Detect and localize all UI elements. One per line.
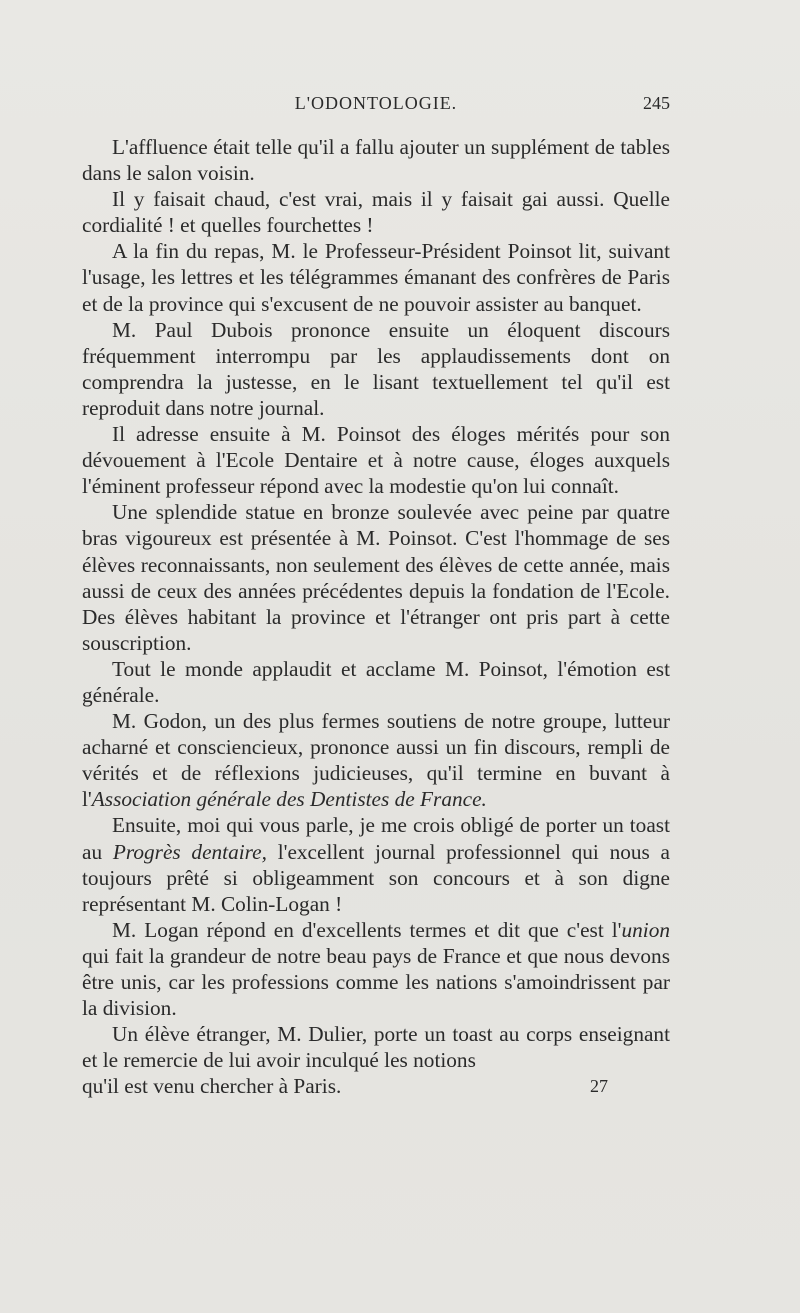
paragraph-text: qu'il est venu chercher à Paris.	[82, 1074, 342, 1099]
paragraph: Il adresse ensuite à M. Poinsot des éloges mérités pour son dévouement à l'Ecole Dentaire et à notre cause, éloges auxquels l'éminent professeur répond avec la modestie qu'on lui connaît.	[82, 422, 670, 499]
paragraph: Une splendide statue en bronze soulevée avec peine par quatre bras vigoureux est présentée à M. Poinsot. C'est l'hommage de ses élèves reconnaissants, non seulement des élèves de cette année, mais aussi de ceux des années précédentes depuis la fondation de l'Ecole. Des élèves habitant la province et l'étranger ont pris part à cette souscription.	[82, 500, 670, 655]
page-number: 245	[643, 93, 670, 113]
body-text	[82, 134, 670, 1099]
paragraph: Un élève étranger, M. Dulier, porte un toast au corps enseignant et le remercie de lui avoir inculqué les notions	[82, 1022, 670, 1073]
paragraph	[82, 812, 670, 916]
paragraph: Tout le monde applaudit et acclame M. Poinsot, l'émotion est générale.	[82, 656, 670, 707]
page-header	[82, 93, 670, 117]
paragraph-text: M. Godon, un des plus fermes soutiens de notre groupe, lutteur acharné et consciencieux, prononce aussi un fin discours, rempli de vérités et de réflexions judicieuses, qu'il termine en buvant à l'	[82, 709, 670, 812]
italic-text: Progrès dentaire,	[112, 839, 267, 864]
paragraph-text: qui fait la grandeur de notre beau pays de France et que nous devons être unis, car les professions comme les nations s'amoindrissent par la division.	[82, 943, 670, 1021]
paragraph: L'affluence était telle qu'il a fallu ajouter un supplément de tables dans le salon voisin.	[82, 135, 670, 186]
paragraph-text: M. Logan répond en d'excellents termes et dit que c'est l'	[112, 917, 622, 942]
italic-text: Association générale des Dentistes de France.	[91, 787, 487, 812]
italic-text: union	[621, 917, 670, 942]
paragraph: Il y faisait chaud, c'est vrai, mais il y faisait gai aussi. Quelle cordialité ! et quelles fourchettes !	[82, 187, 670, 238]
paragraph-text: l'excellent journal professionnel qui nous a toujours prêté si obligeamment son concours et à son digne représentant M. Colin-Logan !	[82, 839, 670, 916]
paragraph: M. Paul Dubois prononce ensuite un éloquent discours fréquemment interrompu par les applaudissements dont on comprendra la justesse, en le lisant textuellement tel qu'il est reproduit dans notre journal.	[82, 317, 670, 420]
paragraph-text: Ensuite, moi qui vous parle, je me crois obligé de porter un toast au	[82, 813, 670, 864]
last-line	[82, 1073, 670, 1099]
signature-mark: 27	[590, 1076, 608, 1097]
paragraph	[82, 708, 670, 812]
running-title: L'ODONTOLOGIE.	[294, 93, 458, 113]
paragraph	[82, 917, 670, 1021]
paragraph: A la fin du repas, M. le Professeur-Président Poinsot lit, suivant l'usage, les lettres et les télégrammes émanant des confrères de Paris et de la province qui s'excusent de ne pouvoir assister au banquet.	[82, 239, 670, 316]
